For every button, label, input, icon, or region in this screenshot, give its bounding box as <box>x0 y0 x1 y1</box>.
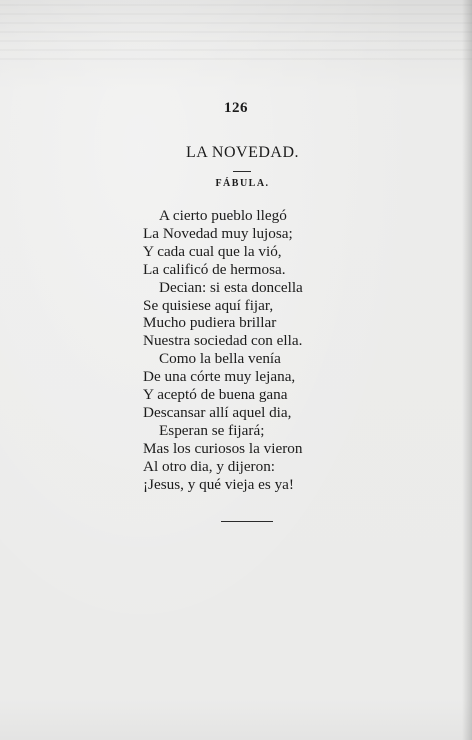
verse-line: Como la bella venía <box>159 350 281 368</box>
verse-line: Descansar allí aquel dia, <box>143 403 292 421</box>
verse-line: La calificó de hermosa. <box>143 260 286 278</box>
verse-line: A cierto pueblo llegó <box>159 207 287 224</box>
verse-line: ¡Jesus, y qué vieja es ya! <box>143 475 294 493</box>
verse-line: De una córte muy lejana, <box>143 368 296 386</box>
verse-line: Nuestra sociedad con ella. <box>143 332 303 350</box>
verse-line: Decian: si esta doncella <box>159 278 303 296</box>
title-divider <box>233 171 251 172</box>
verse-line: La Novedad muy lujosa; <box>143 224 293 242</box>
end-divider <box>221 521 273 522</box>
verse-line: Mucho pudiera brillar <box>143 314 277 332</box>
verse-line: Al otro dia, y dijeron: <box>143 457 276 475</box>
page-number: 126 <box>224 100 248 116</box>
poem-title: LA NOVEDAD. <box>185 144 300 161</box>
verse-line: Y cada cual que la vió, <box>143 242 282 260</box>
verse-line: Se quisiese aquí fijar, <box>143 296 274 314</box>
show-through-texture <box>0 0 472 60</box>
poem-subtitle: FÁBULA. <box>215 178 270 189</box>
verse-line: Esperan se fijará; <box>159 421 265 439</box>
verse-line: Y aceptó de buena gana <box>143 386 288 404</box>
poem-body <box>143 207 343 494</box>
verse-line: Mas los curiosos la vieron <box>143 439 303 457</box>
